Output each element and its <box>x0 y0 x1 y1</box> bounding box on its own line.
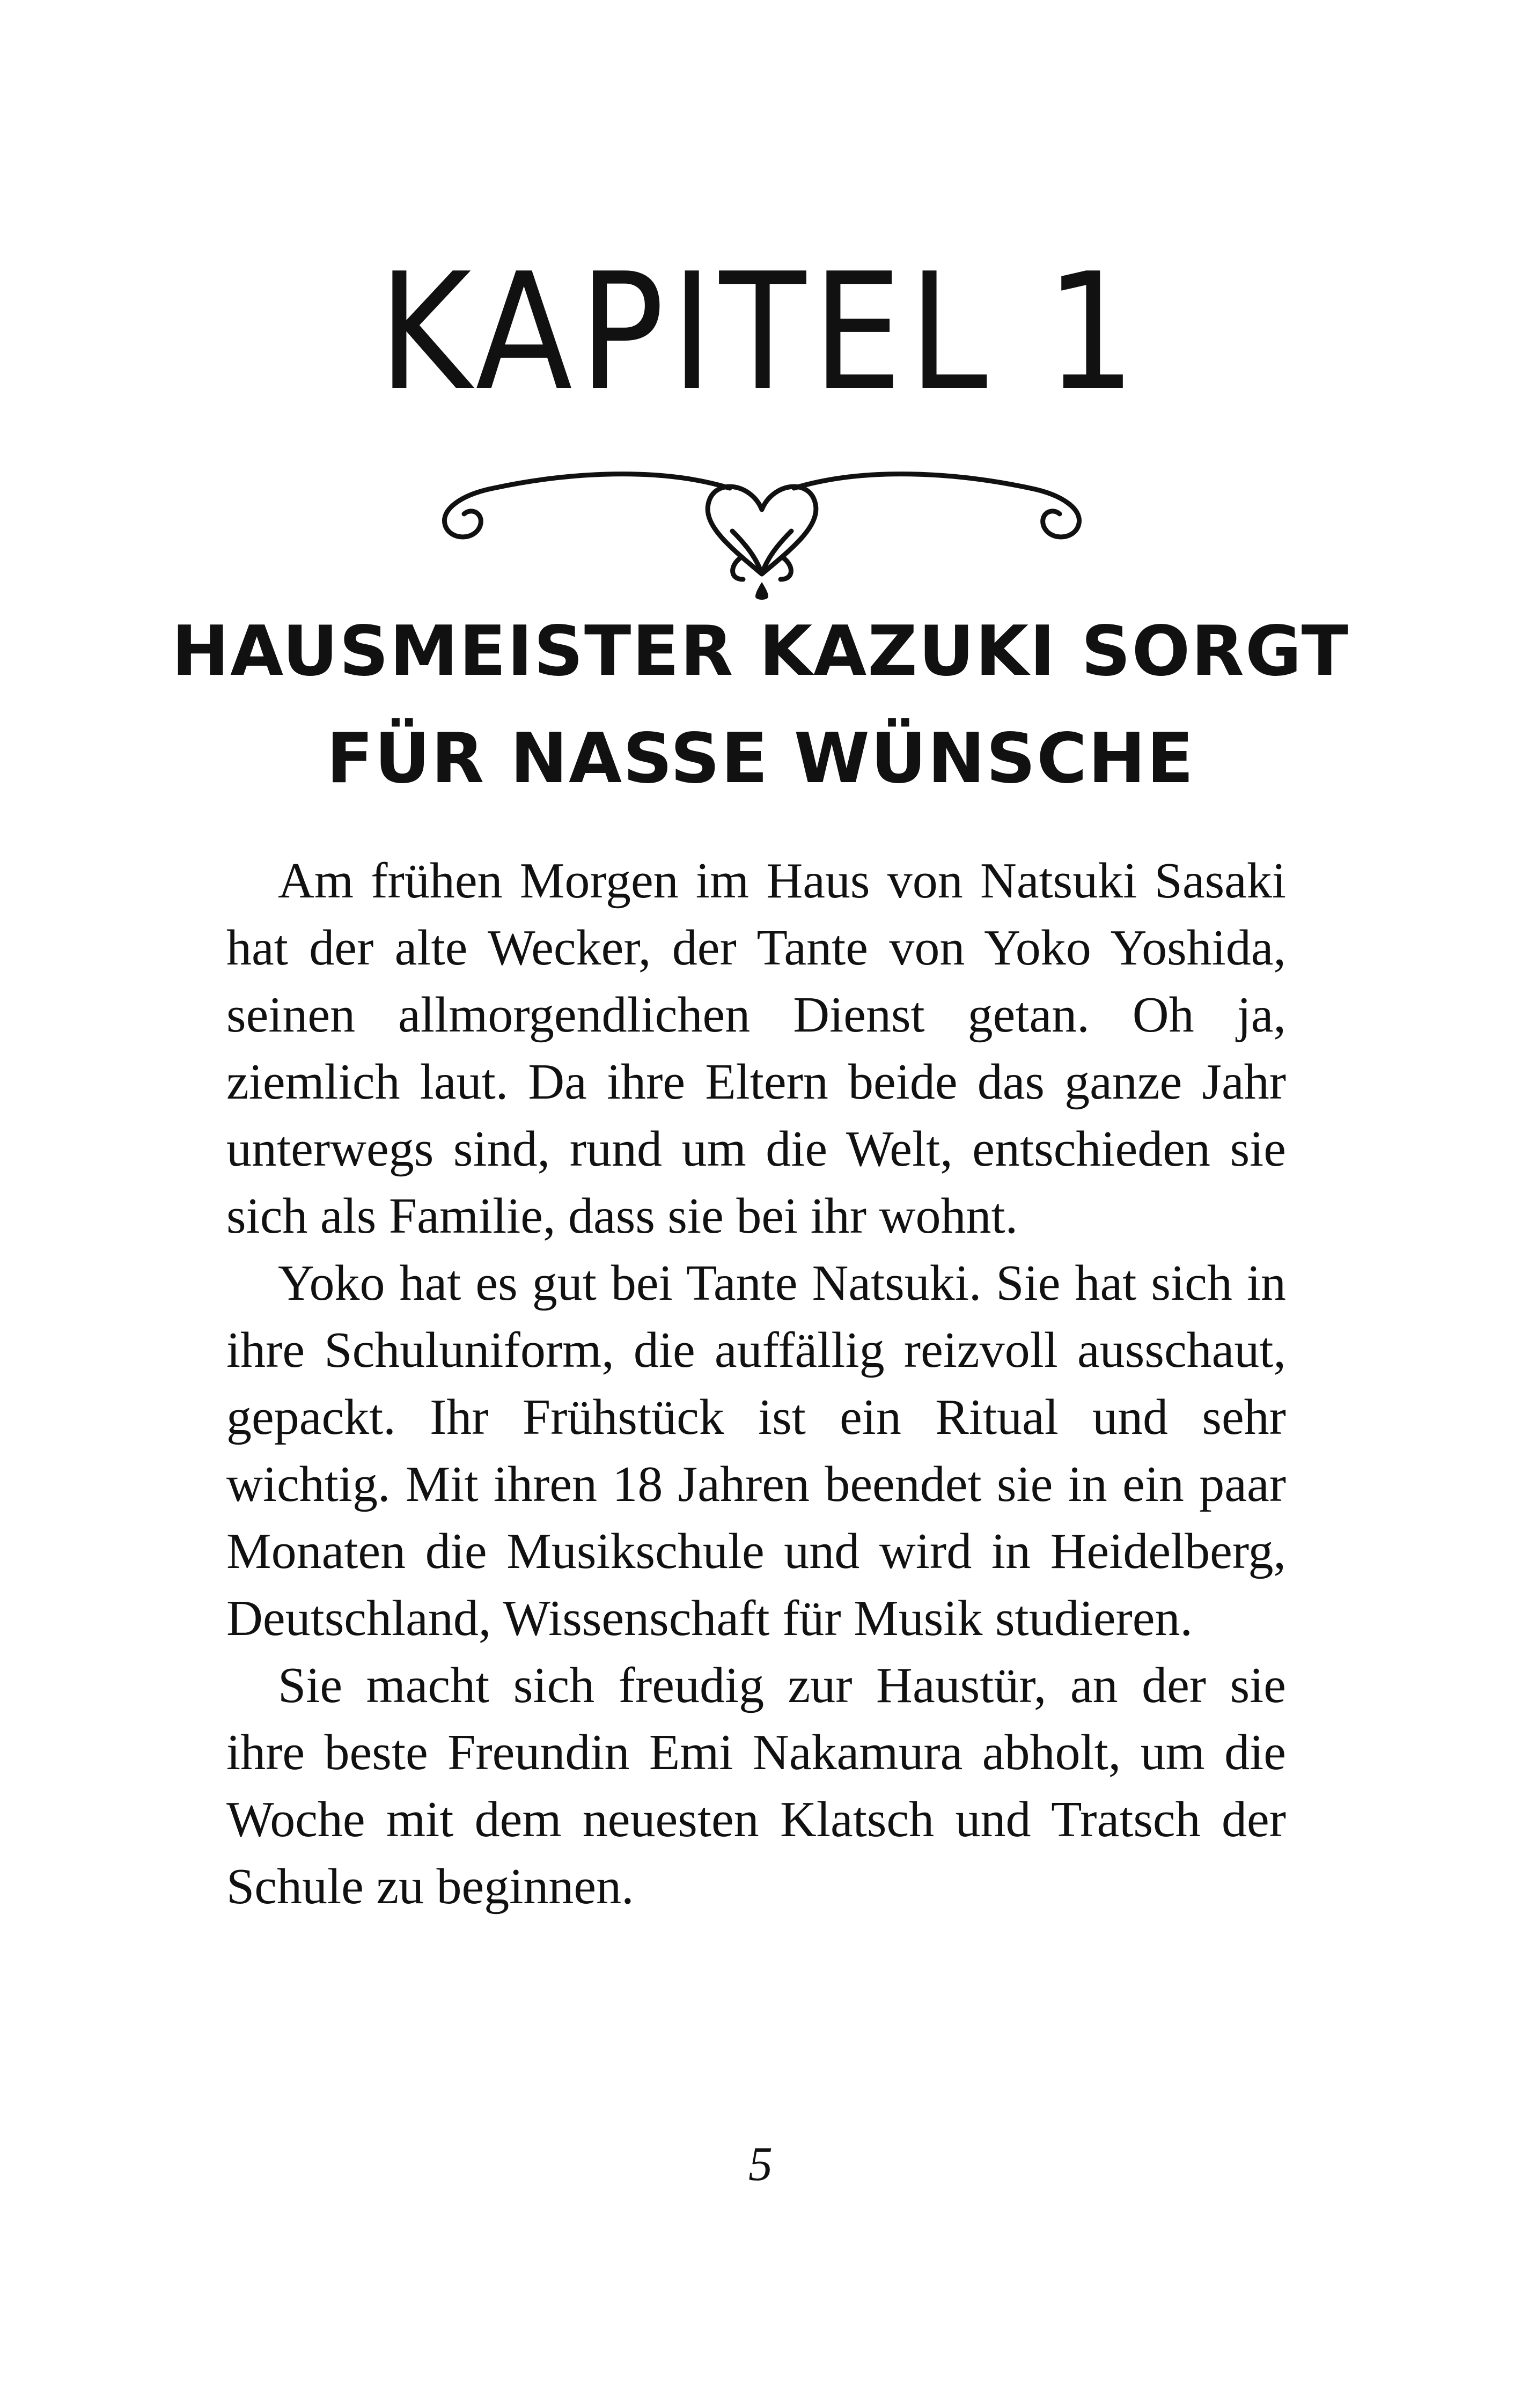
page-number: 5 <box>748 2138 773 2191</box>
chapter-subtitle: HAUSMEISTER KAZUKI SORGT FÜR NASSE WÜNSCHE <box>172 612 1349 799</box>
paragraph: Am frühen Morgen im Haus von Natsuki Sasaki hat der alte Wecker, der Tante von Yoko Yoshida, seinen allmorgendlichen Dienst getan. Oh ja, ziemlich laut. Da ihre Eltern beide das ganze Jahr unterwegs sind, rund um die Welt, entschieden sie sich als Familie, dass sie bei ihr wohnt. <box>226 853 1286 1244</box>
chapter-title: KAPITEL 1 <box>378 239 1143 426</box>
chapter-body <box>226 848 1286 1920</box>
paragraph: Sie macht sich freudig zur Haustür, an der sie ihre beste Freundin Emi Nakamura abholt, um die Woche mit dem neuesten Klatsch und Tratsch der Schule zu beginnen. <box>226 1658 1286 1914</box>
paragraph: Yoko hat es gut bei Tante Natsuki. Sie hat sich in ihre Schuluniform, die auffällig reizvoll ausschaut, gepackt. Ihr Frühstück ist ein Ritual und sehr wichtig. Mit ihren 18 Jahren beendet sie in ein paar Monaten die Musikschule und wird in Heidelberg, Deutschland, Wissenschaft für Musik studieren. <box>226 1255 1286 1646</box>
heart-flourish-divider-icon <box>429 451 1094 601</box>
